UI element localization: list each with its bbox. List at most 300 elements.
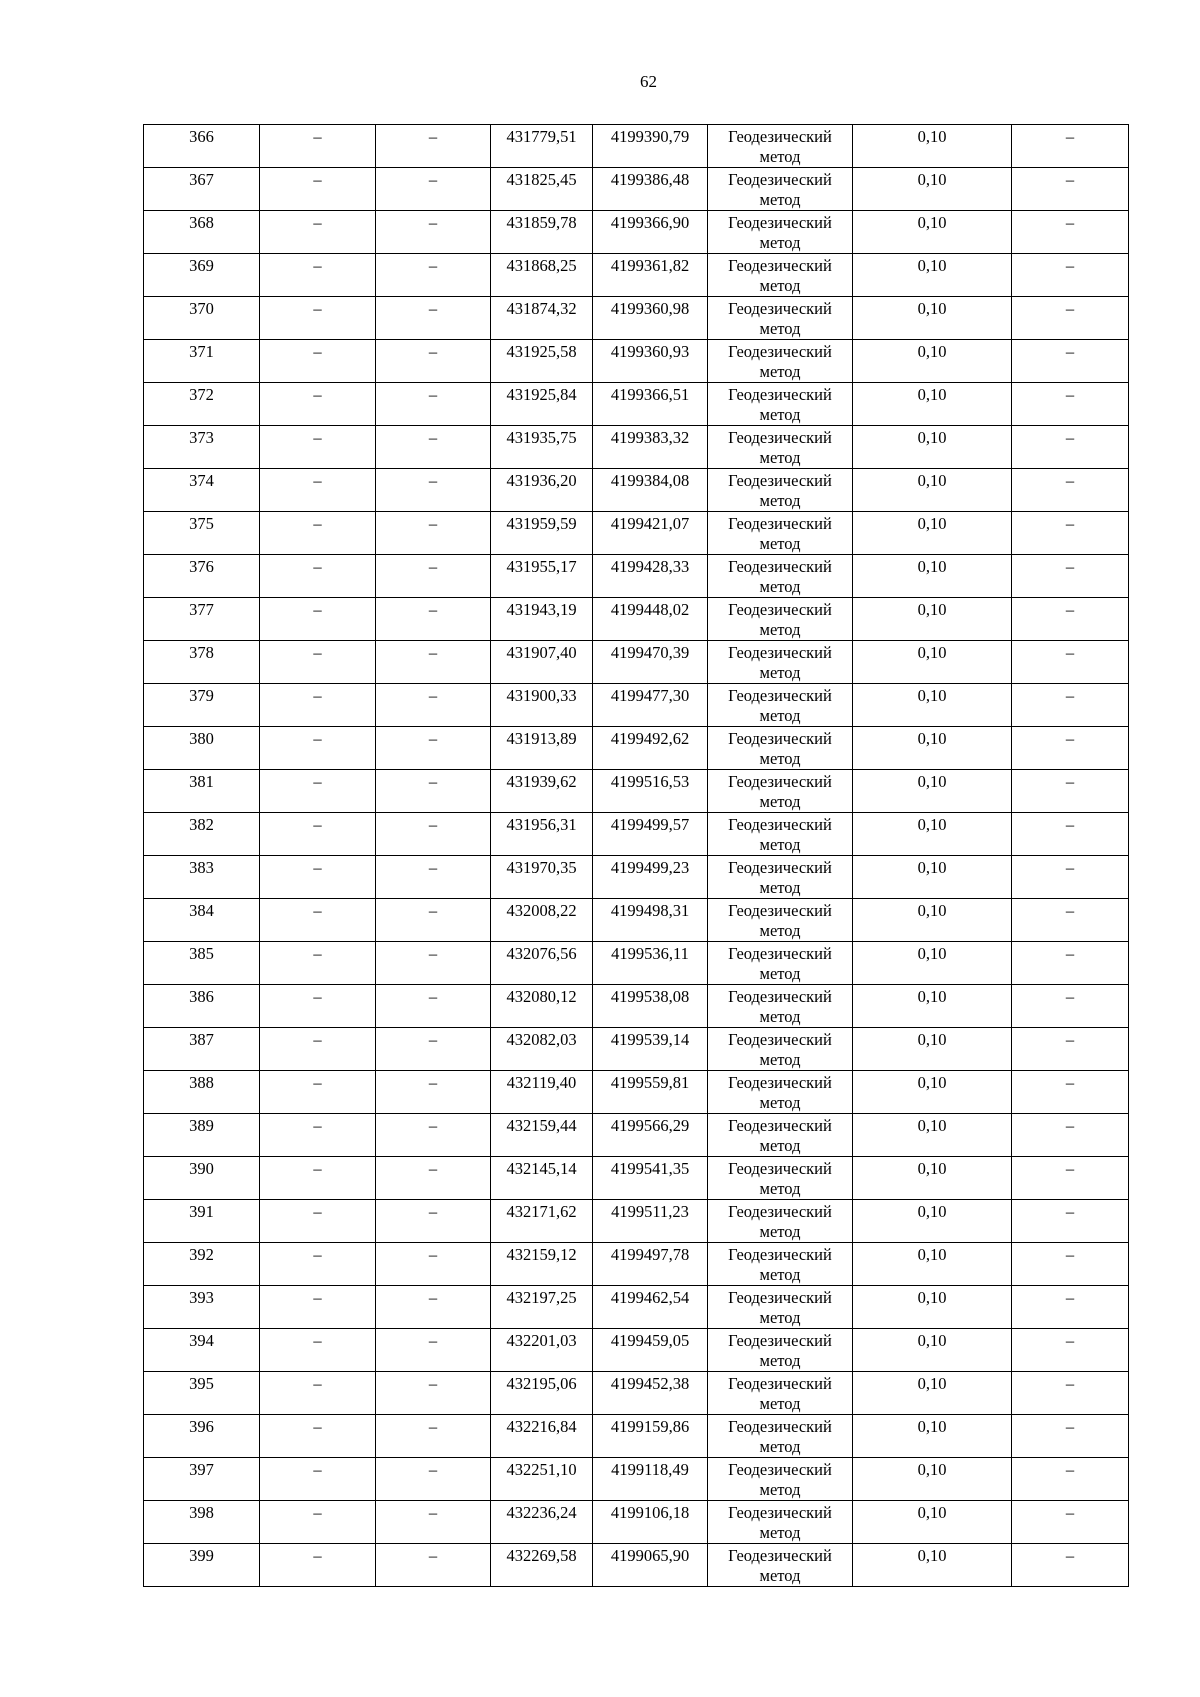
dash-text: –: [428, 1546, 438, 1565]
accuracy-cell: [853, 383, 1012, 426]
dash-cell: [1012, 469, 1129, 512]
accuracy-text: 0,10: [917, 1030, 947, 1049]
method-cell: [708, 1415, 853, 1458]
method-cell: [708, 1329, 853, 1372]
method-text: [708, 1415, 852, 1457]
dash-cell: [376, 297, 491, 340]
accuracy-cell: [853, 1157, 1012, 1200]
dash-cell: [260, 555, 376, 598]
y-coordinate-cell: [593, 168, 708, 211]
accuracy-cell: [853, 469, 1012, 512]
dash-text: –: [428, 901, 438, 920]
dash-text: –: [313, 600, 322, 619]
accuracy-text: 0,10: [917, 170, 947, 189]
dash-cell: [1012, 1028, 1129, 1071]
point-number-text: 374: [189, 471, 214, 490]
x-coordinate-text: 431935,75: [506, 428, 577, 447]
method-line-1: Геодезический: [728, 1202, 832, 1221]
dash-cell: [376, 1200, 491, 1243]
dash-cell: [376, 512, 491, 555]
y-coordinate-text: 4199448,02: [610, 600, 690, 619]
accuracy-cell: [853, 1243, 1012, 1286]
table-row: [144, 770, 1129, 813]
y-coordinate-cell: [593, 856, 708, 899]
point-number-cell: [144, 297, 260, 340]
dash-text: –: [1065, 557, 1075, 576]
method-line-1: Геодезический: [728, 600, 832, 619]
method-line-2: метод: [759, 534, 801, 553]
method-line-1: Геодезический: [728, 729, 832, 748]
point-number-cell: [144, 856, 260, 899]
method-cell: [708, 727, 853, 770]
dash-text: –: [1065, 686, 1075, 705]
table-row: [144, 1114, 1129, 1157]
method-cell: [708, 168, 853, 211]
dash-cell: [1012, 770, 1129, 813]
accuracy-cell: [853, 641, 1012, 684]
dash-text: –: [428, 256, 438, 275]
point-number-text: 368: [189, 213, 214, 232]
dash-cell: [260, 1286, 376, 1329]
x-coordinate-text: 432119,40: [506, 1073, 577, 1092]
dash-cell: [260, 770, 376, 813]
y-coordinate-text: 4199511,23: [611, 1202, 689, 1221]
method-line-1: Геодезический: [728, 1245, 832, 1264]
method-line-2: метод: [759, 1179, 801, 1198]
method-line-1: Геодезический: [728, 643, 832, 662]
method-text: [708, 1071, 852, 1113]
x-coordinate-text: 431874,32: [506, 299, 577, 318]
y-coordinate-text: 4199498,31: [610, 901, 690, 920]
method-line-1: Геодезический: [728, 557, 832, 576]
method-line-1: Геодезический: [728, 1116, 832, 1135]
dash-text: –: [428, 815, 438, 834]
x-coordinate-cell: [491, 426, 593, 469]
point-number-cell: [144, 1329, 260, 1372]
dash-text: –: [1065, 600, 1075, 619]
dash-text: –: [428, 772, 438, 791]
x-coordinate-text: 432082,03: [506, 1030, 577, 1049]
y-coordinate-cell: [593, 1286, 708, 1329]
method-text: [708, 211, 852, 253]
dash-text: –: [1065, 514, 1075, 533]
y-coordinate-cell: [593, 1415, 708, 1458]
y-coordinate-text: 4199421,07: [610, 514, 690, 533]
dash-text: –: [313, 170, 322, 189]
dash-text: –: [313, 1503, 322, 1522]
table-row: [144, 1028, 1129, 1071]
point-number-text: 394: [189, 1331, 214, 1350]
dash-cell: [260, 641, 376, 684]
dash-text: –: [428, 557, 438, 576]
dash-text: –: [1065, 170, 1075, 189]
dash-cell: [376, 684, 491, 727]
y-coordinate-text: 4199492,62: [610, 729, 690, 748]
dash-cell: [260, 340, 376, 383]
method-cell: [708, 1501, 853, 1544]
accuracy-cell: [853, 985, 1012, 1028]
x-coordinate-cell: [491, 942, 593, 985]
method-cell: [708, 1372, 853, 1415]
x-coordinate-cell: [491, 340, 593, 383]
dash-cell: [1012, 1458, 1129, 1501]
point-number-cell: [144, 1458, 260, 1501]
y-coordinate-cell: [593, 340, 708, 383]
accuracy-cell: [853, 297, 1012, 340]
method-cell: [708, 942, 853, 985]
y-coordinate-cell: [593, 813, 708, 856]
x-coordinate-text: 431907,40: [506, 643, 577, 662]
x-coordinate-text: 432159,44: [506, 1116, 577, 1135]
point-number-text: 369: [189, 256, 214, 275]
dash-cell: [260, 942, 376, 985]
x-coordinate-text: 432236,24: [506, 1503, 577, 1522]
dash-cell: [1012, 641, 1129, 684]
method-line-2: метод: [759, 147, 801, 166]
method-line-2: метод: [759, 577, 801, 596]
dash-text: –: [313, 342, 322, 361]
accuracy-cell: [853, 1544, 1012, 1587]
point-number-text: 370: [189, 299, 214, 318]
accuracy-text: 0,10: [917, 1331, 947, 1350]
dash-cell: [376, 1114, 491, 1157]
accuracy-text: 0,10: [917, 858, 947, 877]
y-coordinate-cell: [593, 555, 708, 598]
x-coordinate-cell: [491, 985, 593, 1028]
point-number-text: 376: [189, 557, 214, 576]
dash-cell: [1012, 254, 1129, 297]
x-coordinate-text: 432008,22: [506, 901, 577, 920]
accuracy-text: 0,10: [917, 471, 947, 490]
y-coordinate-cell: [593, 383, 708, 426]
accuracy-cell: [853, 727, 1012, 770]
table-row: [144, 383, 1129, 426]
dash-text: –: [428, 1116, 438, 1135]
point-number-cell: [144, 813, 260, 856]
y-coordinate-text: 4199459,05: [610, 1331, 690, 1350]
y-coordinate-cell: [593, 1501, 708, 1544]
method-line-2: метод: [759, 1480, 801, 1499]
point-number-text: 384: [189, 901, 214, 920]
y-coordinate-cell: [593, 211, 708, 254]
point-number-cell: [144, 1372, 260, 1415]
dash-cell: [1012, 1243, 1129, 1286]
accuracy-text: 0,10: [917, 686, 947, 705]
method-line-2: метод: [759, 276, 801, 295]
dash-cell: [376, 813, 491, 856]
dash-text: –: [313, 1288, 322, 1307]
dash-text: –: [428, 1245, 438, 1264]
point-number-cell: [144, 684, 260, 727]
y-coordinate-text: 4199499,57: [610, 815, 690, 834]
x-coordinate-text: 431936,20: [506, 471, 577, 490]
dash-cell: [260, 1329, 376, 1372]
dash-text: –: [313, 729, 322, 748]
dash-text: –: [1065, 1073, 1075, 1092]
x-coordinate-text: 432080,12: [506, 987, 577, 1006]
dash-text: –: [428, 342, 438, 361]
table-row: [144, 168, 1129, 211]
dash-cell: [260, 512, 376, 555]
method-cell: [708, 985, 853, 1028]
method-line-1: Геодезический: [728, 987, 832, 1006]
dash-text: –: [1065, 127, 1075, 146]
method-line-1: Геодезический: [728, 1331, 832, 1350]
dash-cell: [1012, 856, 1129, 899]
point-number-cell: [144, 1028, 260, 1071]
method-line-2: метод: [759, 491, 801, 510]
accuracy-text: 0,10: [917, 385, 947, 404]
x-coordinate-cell: [491, 469, 593, 512]
method-line-2: метод: [759, 448, 801, 467]
accuracy-cell: [853, 684, 1012, 727]
x-coordinate-cell: [491, 1157, 593, 1200]
x-coordinate-text: 432251,10: [506, 1460, 577, 1479]
point-number-text: 381: [189, 772, 214, 791]
y-coordinate-text: 4199106,18: [610, 1503, 690, 1522]
dash-cell: [1012, 813, 1129, 856]
method-cell: [708, 1114, 853, 1157]
x-coordinate-cell: [491, 1071, 593, 1114]
coordinates-table: [143, 124, 1129, 1587]
dash-text: –: [1065, 1202, 1075, 1221]
method-line-2: метод: [759, 1308, 801, 1327]
y-coordinate-text: 4199452,38: [610, 1374, 690, 1393]
method-line-1: Геодезический: [728, 1073, 832, 1092]
method-text: [708, 512, 852, 554]
dash-cell: [376, 598, 491, 641]
dash-text: –: [1065, 299, 1075, 318]
x-coordinate-text: 432201,03: [506, 1331, 577, 1350]
method-text: [708, 684, 852, 726]
method-line-1: Геодезический: [728, 170, 832, 189]
dash-cell: [260, 211, 376, 254]
dash-text: –: [428, 1202, 438, 1221]
dash-text: –: [428, 686, 438, 705]
method-line-2: метод: [759, 1093, 801, 1112]
y-coordinate-text: 4199566,29: [610, 1116, 690, 1135]
method-line-2: метод: [759, 190, 801, 209]
method-line-1: Геодезический: [728, 1288, 832, 1307]
dash-text: –: [428, 643, 438, 662]
y-coordinate-cell: [593, 1372, 708, 1415]
dash-cell: [376, 942, 491, 985]
point-number-cell: [144, 727, 260, 770]
y-coordinate-cell: [593, 1200, 708, 1243]
method-line-2: метод: [759, 663, 801, 682]
method-line-1: Геодезический: [728, 256, 832, 275]
y-coordinate-cell: [593, 1157, 708, 1200]
dash-text: –: [428, 127, 438, 146]
y-coordinate-cell: [593, 469, 708, 512]
x-coordinate-text: 431925,84: [506, 385, 577, 404]
dash-text: –: [313, 1116, 322, 1135]
dash-text: –: [313, 1030, 322, 1049]
dash-text: –: [313, 213, 322, 232]
x-coordinate-cell: [491, 1243, 593, 1286]
table-row: [144, 426, 1129, 469]
x-coordinate-text: 432076,56: [506, 944, 577, 963]
method-cell: [708, 856, 853, 899]
dash-cell: [260, 1372, 376, 1415]
table-row: [144, 1415, 1129, 1458]
accuracy-text: 0,10: [917, 1245, 947, 1264]
method-cell: [708, 1200, 853, 1243]
accuracy-text: 0,10: [917, 1546, 947, 1565]
dash-text: –: [313, 471, 322, 490]
point-number-cell: [144, 125, 260, 168]
x-coordinate-cell: [491, 1544, 593, 1587]
accuracy-text: 0,10: [917, 729, 947, 748]
y-coordinate-cell: [593, 942, 708, 985]
method-line-2: метод: [759, 620, 801, 639]
method-cell: [708, 770, 853, 813]
method-text: [708, 340, 852, 382]
x-coordinate-text: 431859,78: [506, 213, 577, 232]
accuracy-cell: [853, 211, 1012, 254]
dash-cell: [1012, 1544, 1129, 1587]
point-number-text: 390: [189, 1159, 214, 1178]
dash-cell: [260, 985, 376, 1028]
point-number-text: 385: [189, 944, 214, 963]
x-coordinate-cell: [491, 125, 593, 168]
y-coordinate-cell: [593, 254, 708, 297]
accuracy-cell: [853, 1200, 1012, 1243]
y-coordinate-cell: [593, 297, 708, 340]
y-coordinate-cell: [593, 1329, 708, 1372]
x-coordinate-text: 431970,35: [506, 858, 577, 877]
dash-text: –: [428, 1030, 438, 1049]
dash-cell: [376, 1415, 491, 1458]
y-coordinate-cell: [593, 598, 708, 641]
x-coordinate-text: 431913,89: [506, 729, 577, 748]
x-coordinate-text: 431955,17: [506, 557, 577, 576]
accuracy-text: 0,10: [917, 600, 947, 619]
dash-text: –: [1065, 385, 1075, 404]
dash-cell: [376, 641, 491, 684]
point-number-cell: [144, 1415, 260, 1458]
x-coordinate-cell: [491, 1028, 593, 1071]
point-number-cell: [144, 1114, 260, 1157]
point-number-cell: [144, 985, 260, 1028]
y-coordinate-text: 4199559,81: [610, 1073, 690, 1092]
dash-cell: [1012, 512, 1129, 555]
dash-text: –: [313, 643, 322, 662]
method-line-1: Геодезический: [728, 1417, 832, 1436]
point-number-text: 396: [189, 1417, 214, 1436]
dash-text: –: [1065, 643, 1075, 662]
x-coordinate-text: 432145,14: [506, 1159, 577, 1178]
method-line-1: Геодезический: [728, 944, 832, 963]
dash-cell: [1012, 899, 1129, 942]
method-cell: [708, 211, 853, 254]
accuracy-text: 0,10: [917, 1073, 947, 1092]
dash-cell: [260, 1114, 376, 1157]
method-line-1: Геодезический: [728, 686, 832, 705]
method-line-2: метод: [759, 1136, 801, 1155]
dash-text: –: [1065, 1503, 1075, 1522]
x-coordinate-cell: [491, 1501, 593, 1544]
accuracy-text: 0,10: [917, 1460, 947, 1479]
dash-cell: [376, 1501, 491, 1544]
point-number-text: 366: [189, 127, 214, 146]
dash-text: –: [1065, 729, 1075, 748]
table-row: [144, 985, 1129, 1028]
dash-text: –: [1065, 1159, 1075, 1178]
method-line-2: метод: [759, 1523, 801, 1542]
dash-text: –: [428, 1460, 438, 1479]
accuracy-text: 0,10: [917, 1374, 947, 1393]
x-coordinate-cell: [491, 555, 593, 598]
accuracy-cell: [853, 813, 1012, 856]
accuracy-cell: [853, 1114, 1012, 1157]
dash-cell: [260, 469, 376, 512]
point-number-cell: [144, 1157, 260, 1200]
table-row: [144, 1071, 1129, 1114]
dash-cell: [260, 1458, 376, 1501]
method-cell: [708, 641, 853, 684]
dash-text: –: [428, 428, 438, 447]
dash-cell: [1012, 1329, 1129, 1372]
accuracy-text: 0,10: [917, 557, 947, 576]
point-number-cell: [144, 1544, 260, 1587]
method-text: [708, 856, 852, 898]
dash-text: –: [313, 1546, 322, 1565]
accuracy-cell: [853, 512, 1012, 555]
x-coordinate-cell: [491, 1114, 593, 1157]
method-line-2: метод: [759, 1437, 801, 1456]
point-number-text: 382: [189, 815, 214, 834]
dash-text: –: [1065, 1331, 1075, 1350]
point-number-cell: [144, 340, 260, 383]
dash-text: –: [1065, 1245, 1075, 1264]
table-row: [144, 684, 1129, 727]
method-line-1: Геодезический: [728, 1503, 832, 1522]
y-coordinate-text: 4199384,08: [610, 471, 690, 490]
point-number-text: 373: [189, 428, 214, 447]
x-coordinate-text: 432195,06: [506, 1374, 577, 1393]
y-coordinate-text: 4199428,33: [610, 557, 690, 576]
dash-cell: [376, 1243, 491, 1286]
dash-text: –: [1065, 1374, 1075, 1393]
dash-cell: [1012, 985, 1129, 1028]
x-coordinate-cell: [491, 813, 593, 856]
y-coordinate-text: 4199065,90: [610, 1546, 690, 1565]
dash-cell: [1012, 340, 1129, 383]
dash-cell: [260, 598, 376, 641]
y-coordinate-cell: [593, 899, 708, 942]
accuracy-text: 0,10: [917, 213, 947, 232]
dash-cell: [260, 1157, 376, 1200]
method-cell: [708, 512, 853, 555]
point-number-cell: [144, 168, 260, 211]
point-number-text: 387: [189, 1030, 214, 1049]
accuracy-cell: [853, 899, 1012, 942]
point-number-text: 386: [189, 987, 214, 1006]
dash-text: –: [313, 1202, 322, 1221]
y-coordinate-cell: [593, 684, 708, 727]
method-line-2: метод: [759, 319, 801, 338]
x-coordinate-text: 431779,51: [506, 127, 577, 146]
point-number-text: 380: [189, 729, 214, 748]
dash-cell: [376, 125, 491, 168]
method-line-1: Геодезический: [728, 385, 832, 404]
x-coordinate-cell: [491, 727, 593, 770]
dash-text: –: [428, 600, 438, 619]
dash-cell: [260, 1200, 376, 1243]
table-row: [144, 942, 1129, 985]
method-cell: [708, 1071, 853, 1114]
